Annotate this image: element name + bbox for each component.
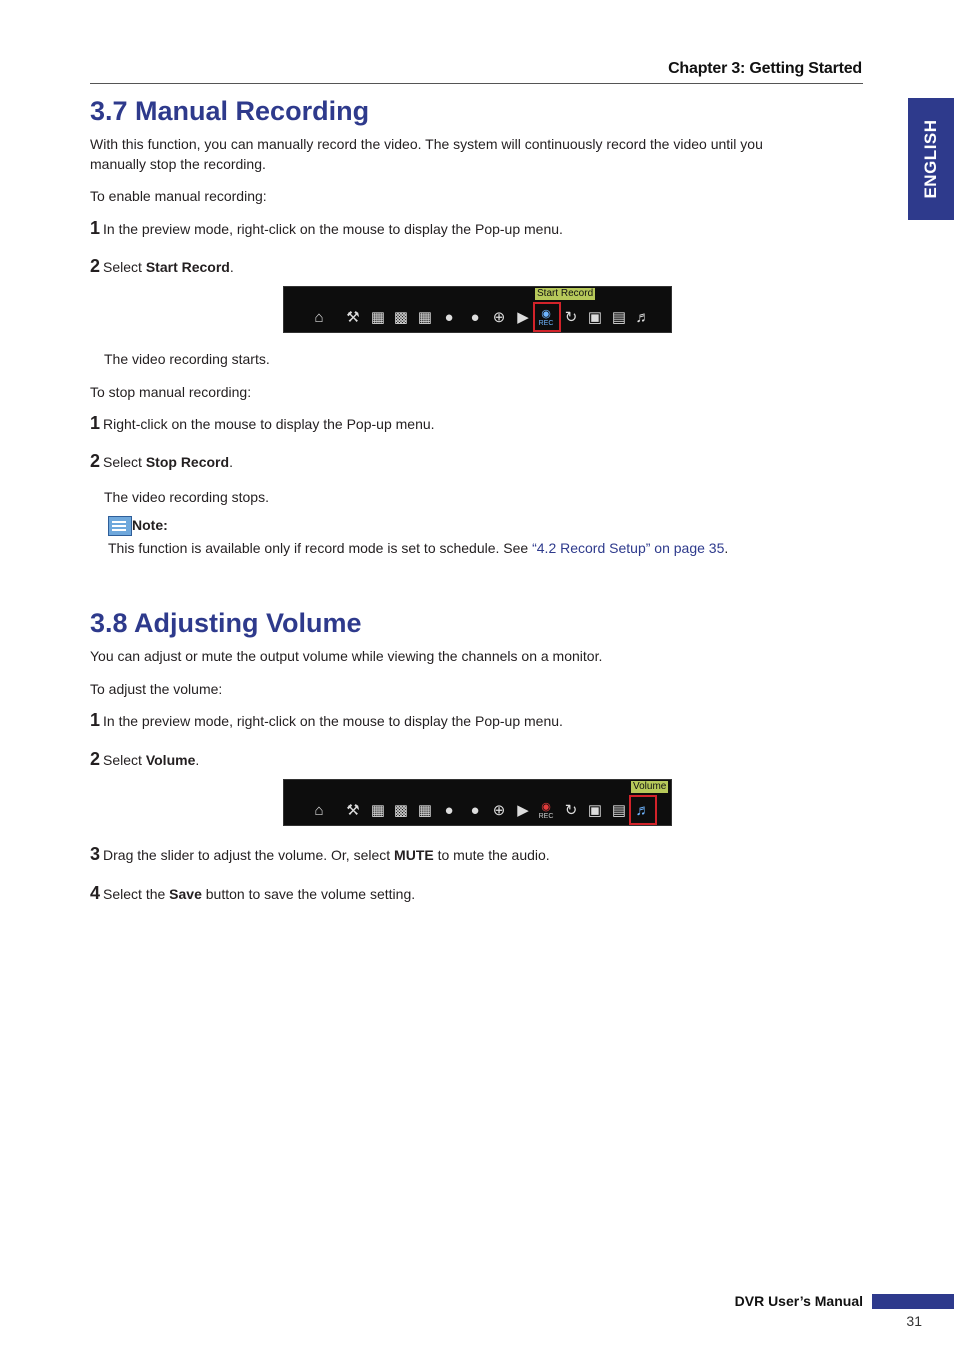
step-bold: Stop Record bbox=[145, 454, 230, 470]
step-suffix: button to save the volume setting. bbox=[201, 886, 416, 902]
wrench-icon[interactable]: ⚒ bbox=[346, 309, 360, 326]
backup-icon[interactable]: ▤ bbox=[611, 802, 627, 819]
note-text: This function is available only if record mode is set to schedule. See bbox=[108, 540, 533, 556]
home-icon[interactable]: ⌂ bbox=[314, 308, 324, 326]
rec-label: REC bbox=[538, 813, 554, 820]
start-record-tooltip: Start Record bbox=[537, 288, 594, 299]
volume-tooltip: Volume bbox=[633, 781, 667, 792]
section-title-manual-recording: 3.7 Manual Recording bbox=[90, 96, 370, 126]
step-text: Right-click on the mouse to display the Pop-up menu. bbox=[103, 416, 435, 432]
chapter-header: Chapter 3: Getting Started bbox=[668, 60, 862, 77]
stop-step-1 bbox=[90, 413, 435, 434]
step-number: 3 bbox=[90, 844, 101, 864]
volume-step-3 bbox=[90, 844, 550, 865]
volume-intro: You can adjust or mute the output volume while viewing the channels on a monitor. bbox=[90, 648, 603, 664]
language-tab-label: ENGLISH bbox=[921, 119, 940, 199]
grid-3x3-icon[interactable]: ▩ bbox=[393, 309, 409, 326]
grid-3x3-icon[interactable]: ▩ bbox=[393, 802, 409, 819]
step-suffix: . bbox=[229, 259, 234, 275]
zoom-icon[interactable]: ⊕ bbox=[492, 802, 506, 819]
record-icon[interactable]: ◉ REC bbox=[538, 308, 554, 327]
note-body bbox=[108, 538, 728, 558]
step-suffix: to mute the audio. bbox=[433, 847, 550, 863]
note-heading bbox=[108, 515, 168, 536]
step-bold: MUTE bbox=[394, 847, 434, 863]
record-icon[interactable]: ◉ REC bbox=[538, 801, 554, 820]
step-text: In the preview mode, right-click on the mouse to display the Pop-up menu. bbox=[103, 221, 563, 237]
volume-icon[interactable]: ♬ bbox=[635, 308, 651, 326]
step-suffix: . bbox=[229, 454, 233, 470]
rec-label: REC bbox=[538, 320, 554, 327]
step-number: 1 bbox=[90, 218, 101, 238]
volume-step-1 bbox=[90, 710, 563, 731]
step-text: Select bbox=[103, 752, 146, 768]
page-number: 31 bbox=[906, 1313, 922, 1329]
manual-recording-intro: With this function, you can manually record the video. The system will continuously record the video until you manually stop the recording. bbox=[90, 136, 763, 172]
ptz-icon[interactable]: ● bbox=[444, 801, 454, 819]
ptz-zoom-icon[interactable]: ● bbox=[470, 308, 480, 326]
grid-4x4-icon[interactable]: ▦ bbox=[417, 309, 433, 326]
refresh-icon[interactable]: ↻ bbox=[564, 309, 578, 326]
grid-2x2-icon[interactable]: ▦ bbox=[370, 802, 386, 819]
step-text: Drag the slider to adjust the volume. Or, select bbox=[103, 847, 395, 863]
play-icon[interactable]: ▶ bbox=[517, 802, 529, 819]
result-stop: The video recording stops. bbox=[104, 489, 269, 505]
home-icon[interactable]: ⌂ bbox=[314, 801, 324, 819]
volume-step-4 bbox=[90, 883, 415, 904]
start-record-highlight bbox=[533, 302, 561, 332]
adjust-label: To adjust the volume: bbox=[90, 681, 223, 697]
stop-step-2 bbox=[90, 451, 233, 472]
popup-toolbar-start-record bbox=[283, 286, 672, 333]
footer-manual-title: DVR User’s Manual bbox=[734, 1293, 863, 1309]
grid-4x4-icon[interactable]: ▦ bbox=[417, 802, 433, 819]
header-rule bbox=[90, 83, 863, 84]
step-number: 2 bbox=[90, 256, 101, 276]
enable-step-2 bbox=[90, 256, 234, 277]
ptz-icon[interactable]: ● bbox=[444, 308, 454, 326]
snapshot-icon[interactable]: ▣ bbox=[587, 309, 603, 326]
step-bold: Save bbox=[169, 886, 202, 902]
backup-icon[interactable]: ▤ bbox=[611, 309, 627, 326]
note-end: . bbox=[724, 540, 729, 556]
step-number: 2 bbox=[90, 451, 101, 471]
step-number: 4 bbox=[90, 883, 101, 903]
enable-label: To enable manual recording: bbox=[90, 188, 267, 204]
section-title-adjusting-volume: 3.8 Adjusting Volume bbox=[90, 608, 362, 638]
volume-icon[interactable]: ♬ bbox=[635, 801, 651, 819]
step-number: 1 bbox=[90, 413, 101, 433]
snapshot-icon[interactable]: ▣ bbox=[587, 802, 603, 819]
step-text: Select bbox=[103, 259, 146, 275]
footer-bar bbox=[872, 1294, 954, 1309]
volume-highlight bbox=[629, 795, 657, 825]
volume-step-2 bbox=[90, 749, 199, 770]
step-text: Select bbox=[103, 454, 146, 470]
stop-label: To stop manual recording: bbox=[90, 384, 252, 400]
step-suffix: . bbox=[195, 752, 200, 768]
grid-2x2-icon[interactable]: ▦ bbox=[370, 309, 386, 326]
note-icon bbox=[108, 516, 132, 536]
ptz-zoom-icon[interactable]: ● bbox=[470, 801, 480, 819]
refresh-icon[interactable]: ↻ bbox=[564, 802, 578, 819]
wrench-icon[interactable]: ⚒ bbox=[346, 802, 360, 819]
step-text: In the preview mode, right-click on the mouse to display the Pop-up menu. bbox=[103, 713, 563, 729]
step-bold: Volume bbox=[145, 752, 196, 768]
play-icon[interactable]: ▶ bbox=[517, 309, 529, 326]
language-tab bbox=[908, 98, 954, 220]
step-text: Select the bbox=[103, 886, 170, 902]
result-start: The video recording starts. bbox=[104, 351, 270, 367]
popup-toolbar-volume bbox=[283, 779, 672, 826]
zoom-icon[interactable]: ⊕ bbox=[492, 309, 506, 326]
step-number: 2 bbox=[90, 749, 101, 769]
enable-step-1 bbox=[90, 218, 563, 239]
note-label: Note: bbox=[132, 517, 168, 533]
step-bold: Start Record bbox=[145, 259, 230, 275]
record-setup-link[interactable]: “4.2 Record Setup” on page 35 bbox=[532, 540, 725, 556]
step-number: 1 bbox=[90, 710, 101, 730]
